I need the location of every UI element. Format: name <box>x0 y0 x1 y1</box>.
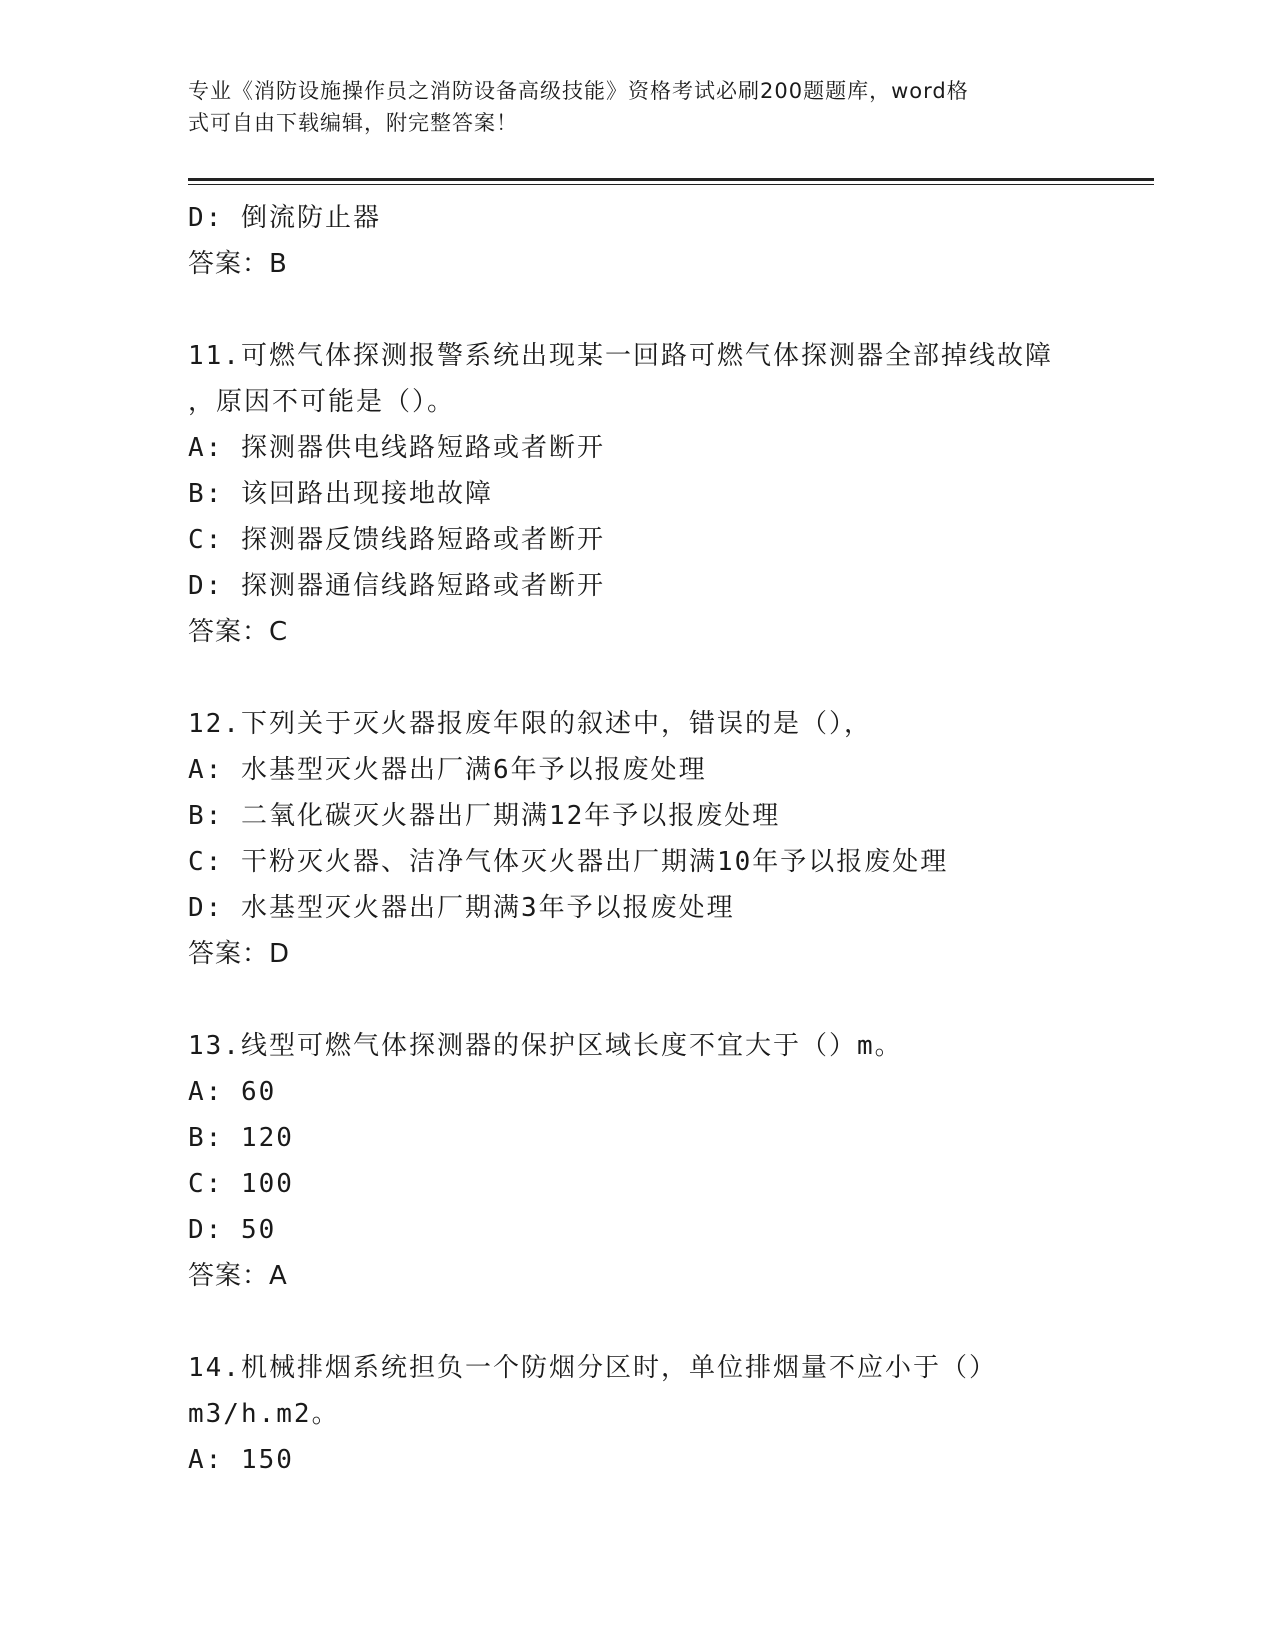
question-block-11 <box>188 333 1168 655</box>
spacer <box>188 977 1168 1023</box>
option-d: D: 50 <box>188 1215 277 1245</box>
option-a: A: 60 <box>188 1077 277 1107</box>
question-stem: 11.可燃气体探测报警系统出现某一回路可燃气体探测器全部掉线故障 <box>188 341 1053 371</box>
question-block-14 <box>188 1345 1168 1483</box>
spacer <box>188 655 1168 701</box>
question-stem: 12.下列关于灭火器报废年限的叙述中，错误的是（）， <box>188 709 872 739</box>
question-stem: 14.机械排烟系统担负一个防烟分区时，单位排烟量不应小于（） <box>188 1353 997 1383</box>
option-d: D: 探测器通信线路短路或者断开 <box>188 571 605 601</box>
page-header <box>188 75 1088 139</box>
answer-label: 答案：C <box>188 617 289 647</box>
question-list <box>188 195 1168 1483</box>
header-line-1: 专业《消防设施操作员之消防设备高级技能》资格考试必刷200题题库，word格 <box>188 79 969 103</box>
answer-label: 答案：B <box>188 249 288 279</box>
option-c: C: 100 <box>188 1169 294 1199</box>
question-block-prev <box>188 195 1168 287</box>
option-c: C: 干粉灭火器、洁净气体灭火器出厂期满10年予以报废处理 <box>188 847 949 877</box>
answer-label: 答案：D <box>188 939 291 969</box>
option-c: C: 探测器反馈线路短路或者断开 <box>188 525 605 555</box>
question-stem: 13.线型可燃气体探测器的保护区域长度不宜大于（）m。 <box>188 1031 903 1061</box>
spacer <box>188 1299 1168 1345</box>
option-b: B: 二氧化碳灭火器出厂期满12年予以报废处理 <box>188 801 781 831</box>
question-stem-continued: ，原因不可能是（）。 <box>188 387 456 417</box>
option-a: A: 水基型灭火器出厂满6年予以报废处理 <box>188 755 707 785</box>
spacer <box>188 287 1168 333</box>
option-b: B: 该回路出现接地故障 <box>188 479 493 509</box>
question-stem-continued: m3/h.m2。 <box>188 1399 340 1429</box>
header-divider-thin <box>188 184 1154 185</box>
question-block-12 <box>188 701 1168 977</box>
option-a: A: 150 <box>188 1445 294 1475</box>
option-d: D: 倒流防止器 <box>188 203 381 233</box>
question-block-13 <box>188 1023 1168 1299</box>
option-a: A: 探测器供电线路短路或者断开 <box>188 433 605 463</box>
option-b: B: 120 <box>188 1123 294 1153</box>
header-divider-thick <box>188 178 1154 181</box>
header-line-2: 式可自由下载编辑，附完整答案！ <box>188 111 518 135</box>
option-d: D: 水基型灭火器出厂期满3年予以报废处理 <box>188 893 735 923</box>
answer-label: 答案：A <box>188 1261 288 1291</box>
